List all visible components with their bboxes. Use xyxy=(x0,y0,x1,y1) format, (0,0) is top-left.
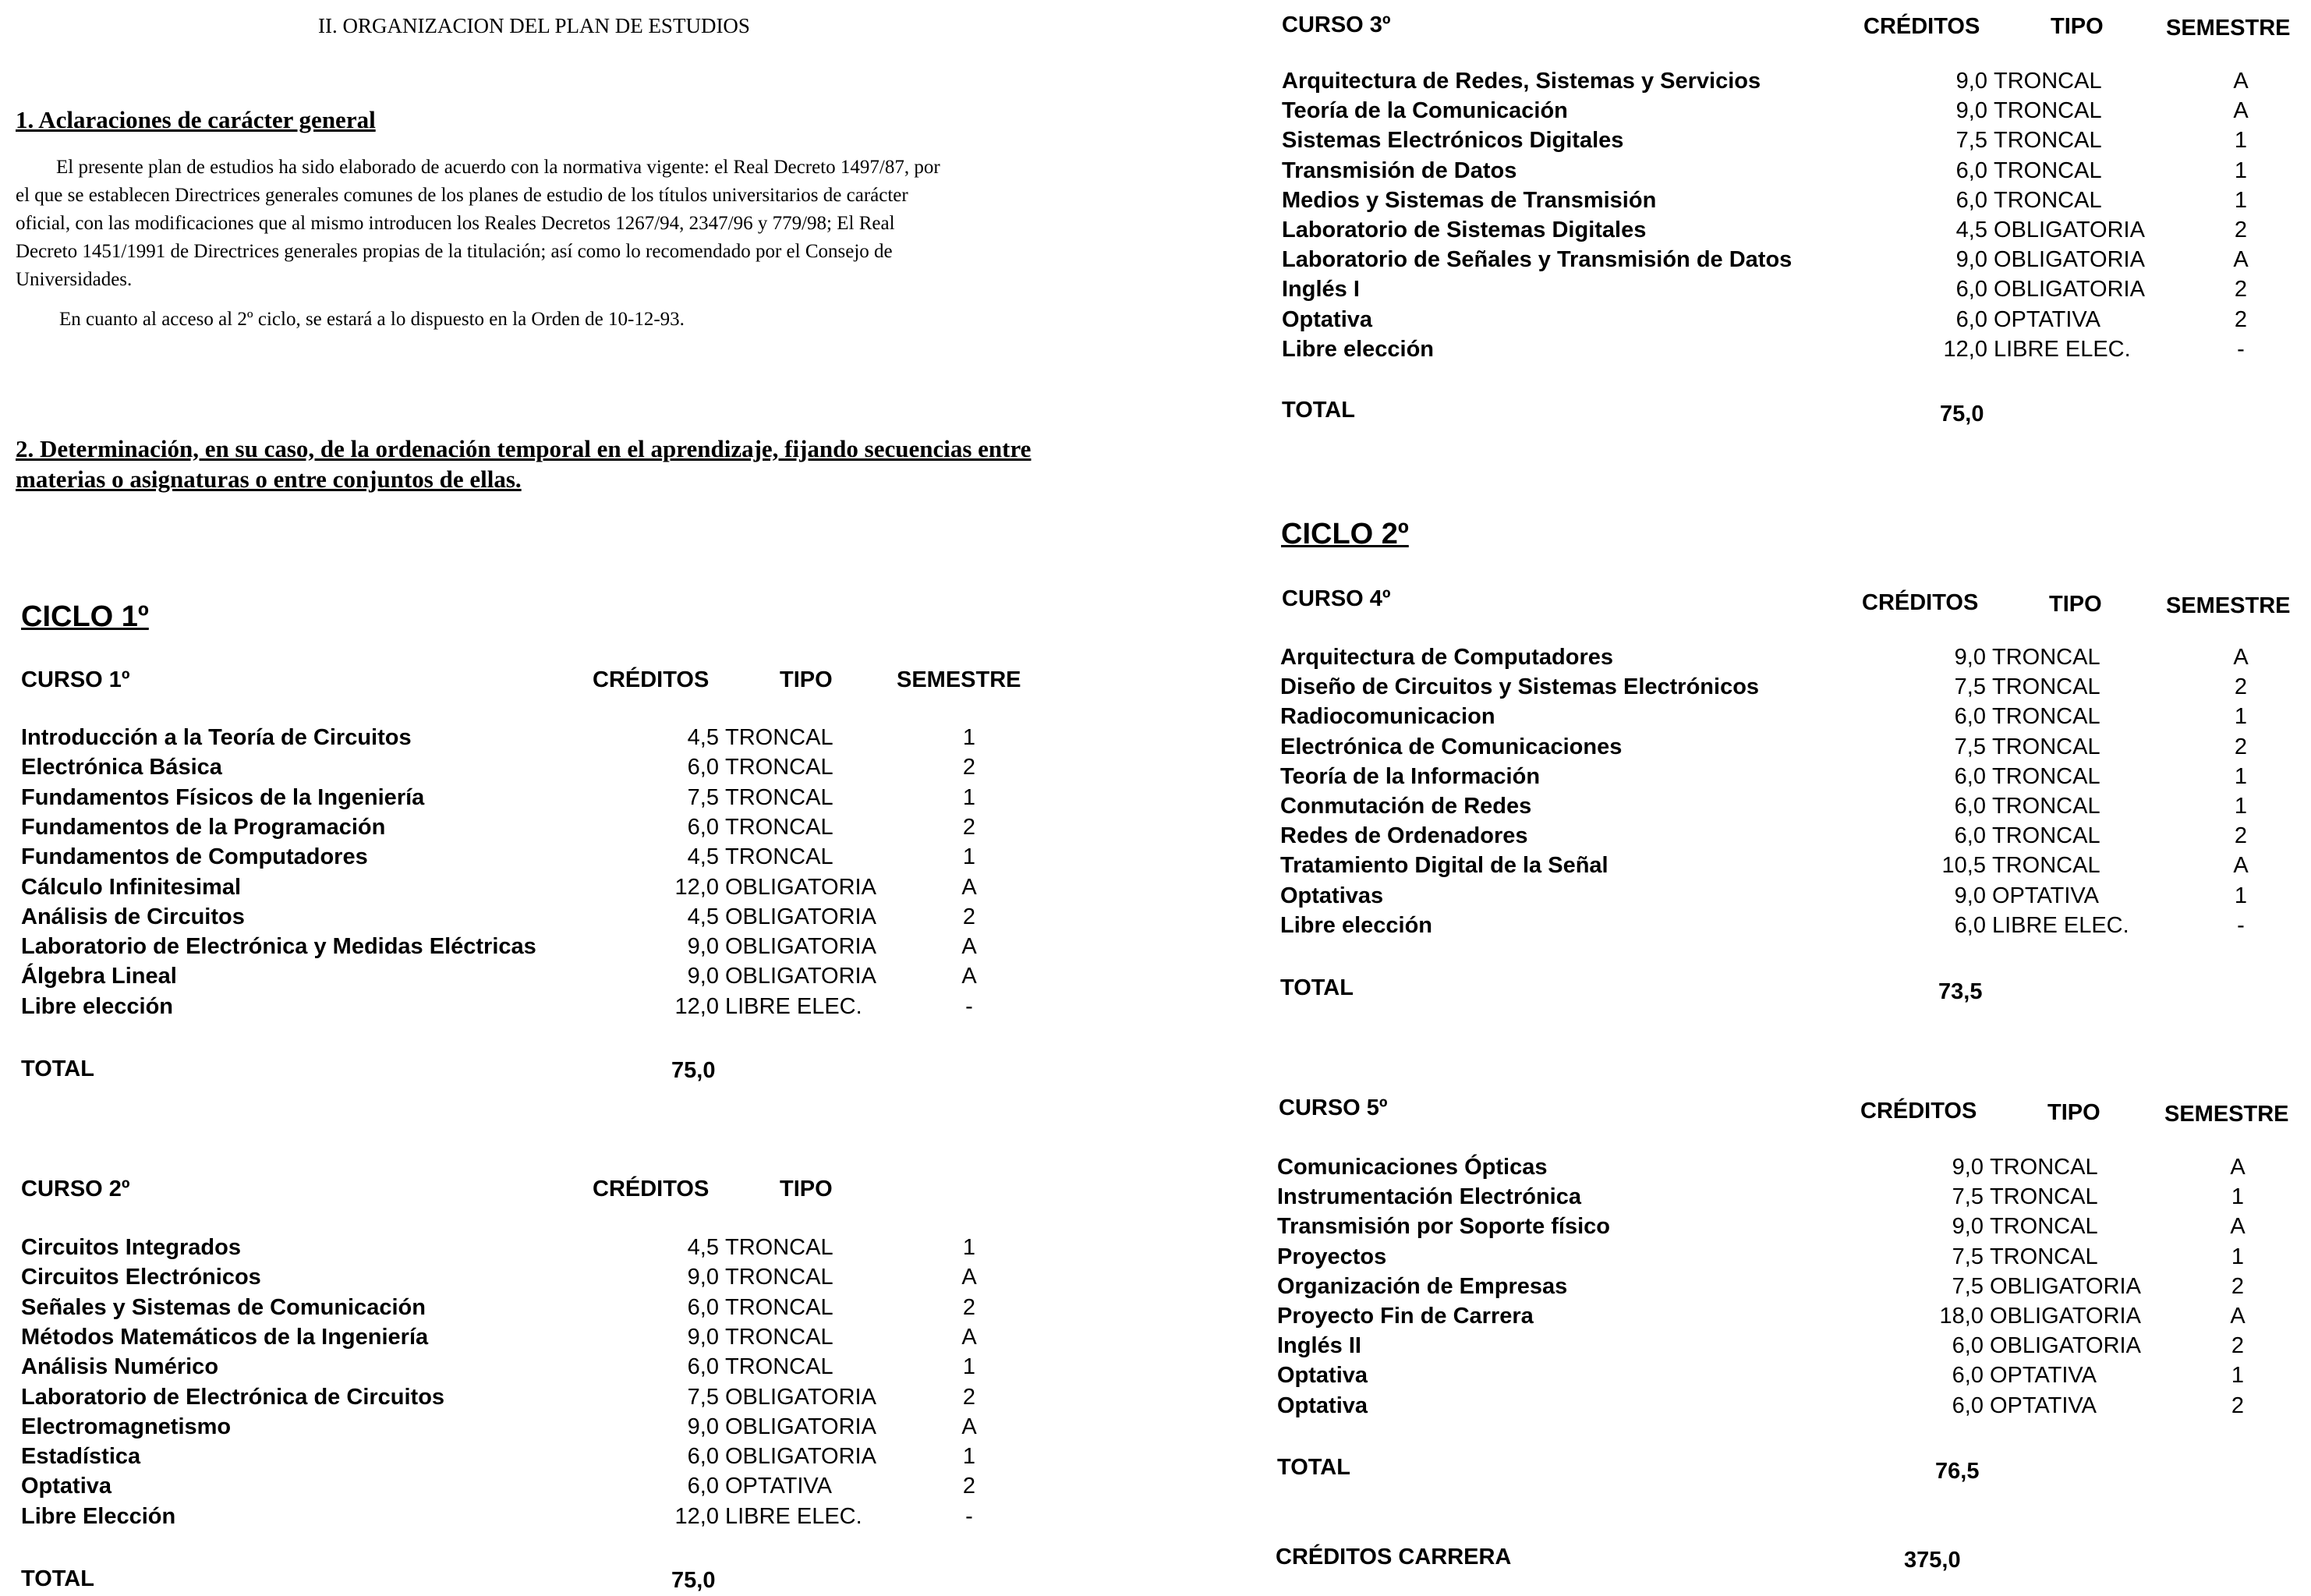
subject-type: TRONCAL xyxy=(1990,1184,2098,1210)
table-row xyxy=(21,904,1000,934)
subject-credits: 6,0 xyxy=(1954,794,1986,819)
subject-credits: 7,5 xyxy=(1952,1273,1984,1299)
subject-semester: 1 xyxy=(2234,794,2248,819)
subject-type: TRONCAL xyxy=(725,1294,833,1320)
subject-semester: A xyxy=(961,934,977,960)
subject-credits: 9,0 xyxy=(1955,98,1987,124)
subject-credits: 6,0 xyxy=(1952,1393,1984,1418)
subject-semester: A xyxy=(2230,1214,2246,1240)
table-row xyxy=(21,1295,1000,1325)
subject-semester: 2 xyxy=(2234,734,2248,759)
table-row xyxy=(1282,98,2272,128)
subject-name: Análisis Numérico xyxy=(21,1354,219,1380)
subject-name: Arquitectura de Computadores xyxy=(1280,645,1613,670)
subject-semester: 2 xyxy=(2234,674,2248,700)
subject-type: LIBRE ELEC. xyxy=(725,1503,862,1529)
table-row xyxy=(1280,883,2272,913)
subject-credits: 9,0 xyxy=(1952,1155,1984,1180)
subject-credits: 12,0 xyxy=(674,874,719,900)
tipo-header: TIPO xyxy=(2047,1100,2100,1125)
subject-semester: 2 xyxy=(2231,1393,2245,1418)
table-row xyxy=(1277,1155,2269,1184)
curso-4-title: CURSO 4º xyxy=(1282,586,1391,611)
subject-semester: 2 xyxy=(2234,306,2248,332)
subject-credits: 6,0 xyxy=(687,1354,719,1380)
subject-semester: A xyxy=(2233,247,2249,273)
table-row xyxy=(21,1265,1000,1294)
subject-semester: A xyxy=(961,1265,977,1290)
subject-name: Fundamentos de la Programación xyxy=(21,814,386,840)
subject-semester: 1 xyxy=(962,725,976,750)
subject-credits: 7,5 xyxy=(687,1384,719,1410)
subject-credits: 6,0 xyxy=(687,1474,719,1499)
paragraph-line: Decreto 1451/1991 de Directrices generales propias de la titulación; así como lo recomendado por el Consejo de xyxy=(16,241,893,262)
creditos-header: CRÉDITOS xyxy=(1863,14,1980,39)
table-row xyxy=(1280,764,2272,794)
subject-credits: 12,0 xyxy=(674,1503,719,1529)
subject-credits: 10,5 xyxy=(1941,853,1986,879)
subject-semester: A xyxy=(2230,1155,2246,1180)
subject-type: TRONCAL xyxy=(1994,187,2102,213)
subject-semester: A xyxy=(2233,645,2249,670)
subject-semester: 1 xyxy=(2231,1184,2245,1210)
subject-credits: 6,0 xyxy=(687,814,719,840)
creditos-header: CRÉDITOS xyxy=(593,667,710,692)
subject-semester: - xyxy=(965,993,973,1019)
subject-type: TRONCAL xyxy=(725,1235,833,1260)
total-label: TOTAL xyxy=(21,1056,94,1081)
table-row xyxy=(21,934,1000,964)
subject-name: Libre Elección xyxy=(21,1503,176,1529)
subject-type: LIBRE ELEC. xyxy=(725,993,862,1019)
subject-credits: 6,0 xyxy=(1955,157,1987,183)
subject-type: OBLIGATORIA xyxy=(725,1384,876,1410)
subject-semester: 1 xyxy=(962,1235,976,1260)
subject-type: TRONCAL xyxy=(725,1354,833,1380)
subject-type: OBLIGATORIA xyxy=(1994,277,2145,303)
subject-semester: 1 xyxy=(2234,763,2248,789)
subject-credits: 7,5 xyxy=(687,784,719,810)
subject-type: TRONCAL xyxy=(1990,1244,2098,1269)
subject-name: Optativa xyxy=(1282,306,1373,332)
subject-type: TRONCAL xyxy=(725,844,833,870)
subject-name: Circuitos Integrados xyxy=(21,1235,241,1260)
subject-name: Libre elección xyxy=(1282,336,1435,362)
subject-semester: 1 xyxy=(2234,157,2248,183)
subject-credits: 6,0 xyxy=(1955,277,1987,303)
table-row xyxy=(21,964,1000,993)
ciclo-2-title: CICLO 2º xyxy=(1281,518,1409,550)
subject-name: Libre elección xyxy=(21,993,174,1019)
subject-name: Estadística xyxy=(21,1444,141,1470)
subject-semester: A xyxy=(961,1324,977,1350)
subject-name: Medios y Sistemas de Transmisión xyxy=(1282,187,1657,213)
subject-semester: 1 xyxy=(2231,1363,2245,1389)
subject-type: LIBRE ELEC. xyxy=(1992,912,2129,938)
table-row xyxy=(1277,1214,2269,1244)
paragraph-acceso: En cuanto al acceso al 2º ciclo, se estará a lo dispuesto en la Orden de 10-12-93. xyxy=(59,309,685,330)
subject-name: Transmisión de Datos xyxy=(1282,157,1517,183)
curso-5-total: 76,5 xyxy=(1935,1459,1980,1484)
subject-name: Laboratorio de Electrónica y Medidas Eléctricas xyxy=(21,934,536,960)
subject-name: Álgebra Lineal xyxy=(21,964,177,989)
heading-determinacion-1: 2. Determinación, en su caso, de la ordenación temporal en el aprendizaje, fijando secuencias entre xyxy=(16,435,1032,462)
subject-name: Sistemas Electrónicos Digitales xyxy=(1282,128,1624,154)
creditos-header: CRÉDITOS xyxy=(593,1177,710,1201)
tipo-header: TIPO xyxy=(2051,14,2104,39)
table-row xyxy=(1282,188,2272,218)
subject-credits: 6,0 xyxy=(1954,823,1986,849)
subject-type: TRONCAL xyxy=(725,755,833,780)
subject-semester: - xyxy=(2237,336,2245,362)
subject-name: Laboratorio de Sistemas Digitales xyxy=(1282,218,1647,242)
curso-5-title: CURSO 5º xyxy=(1279,1095,1388,1120)
subject-credits: 9,0 xyxy=(1954,645,1986,670)
table-row xyxy=(21,1235,1000,1265)
creditos-header: CRÉDITOS xyxy=(1860,1099,1977,1124)
table-row xyxy=(21,1325,1000,1354)
total-label: TOTAL xyxy=(1280,975,1354,1000)
subject-name: Arquitectura de Redes, Sistemas y Servicios xyxy=(1282,69,1761,94)
subject-credits: 6,0 xyxy=(1952,1333,1984,1359)
subject-type: TRONCAL xyxy=(1992,734,2100,759)
subject-name: Comunicaciones Ópticas xyxy=(1277,1155,1548,1180)
subject-semester: 2 xyxy=(962,814,976,840)
subject-type: OBLIGATORIA xyxy=(1990,1273,2141,1299)
subject-type: OBLIGATORIA xyxy=(725,904,876,929)
table-row xyxy=(1277,1393,2269,1423)
subject-name: Electromagnetismo xyxy=(21,1414,232,1439)
table-row xyxy=(21,1354,1000,1384)
subject-name: Diseño de Circuitos y Sistemas Electrónicos xyxy=(1280,674,1760,700)
table-row xyxy=(1280,794,2272,823)
subject-type: TRONCAL xyxy=(1992,853,2100,879)
subject-semester: A xyxy=(2233,69,2249,94)
subject-credits: 9,0 xyxy=(687,934,719,960)
subject-credits: 6,0 xyxy=(687,1444,719,1470)
subject-semester: 1 xyxy=(962,1444,976,1470)
subject-semester: A xyxy=(961,874,977,900)
curso-3-total: 75,0 xyxy=(1940,402,1984,426)
table-row xyxy=(1277,1363,2269,1393)
subject-type: OBLIGATORIA xyxy=(725,1414,876,1439)
subject-name: Electrónica de Comunicaciones xyxy=(1280,734,1623,759)
section-title: II. ORGANIZACION DEL PLAN DE ESTUDIOS xyxy=(318,14,750,37)
subject-type: OBLIGATORIA xyxy=(1994,247,2145,273)
subject-name: Teoría de la Comunicación xyxy=(1282,98,1568,124)
table-row xyxy=(1282,337,2272,366)
subject-name: Laboratorio de Señales y Transmisión de Datos xyxy=(1282,247,1793,273)
subject-credits: 9,0 xyxy=(687,1414,719,1439)
subject-credits: 9,0 xyxy=(1952,1214,1984,1240)
subject-semester: 2 xyxy=(962,755,976,780)
subject-credits: 9,0 xyxy=(687,1324,719,1350)
subject-credits: 9,0 xyxy=(1954,883,1986,908)
subject-name: Análisis de Circuitos xyxy=(21,904,245,929)
creditos-header: CRÉDITOS xyxy=(1862,590,1979,615)
paragraph-line: el que se establecen Directrices generales comunes de los planes de estudio de los títulos universitarios de carácter xyxy=(16,185,908,206)
subject-credits: 7,5 xyxy=(1955,128,1987,154)
subject-credits: 6,0 xyxy=(1955,306,1987,332)
table-row xyxy=(1280,734,2272,764)
table-row xyxy=(21,1504,1000,1534)
subject-name: Transmisión por Soporte físico xyxy=(1277,1214,1611,1240)
total-label: TOTAL xyxy=(1277,1455,1350,1480)
ciclo-1-title: CICLO 1º xyxy=(21,600,149,633)
subject-credits: 4,5 xyxy=(1955,218,1987,242)
subject-semester: - xyxy=(965,1503,973,1529)
subject-type: OPTATIVA xyxy=(1990,1393,2097,1418)
subject-type: OBLIGATORIA xyxy=(725,964,876,989)
subject-credits: 9,0 xyxy=(687,1265,719,1290)
subject-credits: 12,0 xyxy=(1943,336,1987,362)
curso-1-title: CURSO 1º xyxy=(21,667,130,692)
subject-semester: 2 xyxy=(2231,1333,2245,1359)
table-row xyxy=(1277,1304,2269,1333)
subject-type: TRONCAL xyxy=(725,1324,833,1350)
subject-credits: 4,5 xyxy=(687,725,719,750)
subject-type: OPTATIVA xyxy=(1990,1363,2097,1389)
subject-credits: 12,0 xyxy=(674,993,719,1019)
subject-name: Proyecto Fin de Carrera xyxy=(1277,1304,1534,1329)
subject-semester: 1 xyxy=(962,844,976,870)
paragraph-line: El presente plan de estudios ha sido elaborado de acuerdo con la normativa vigente: el Real Decreto 1497/87, por xyxy=(56,157,940,178)
subject-type: TRONCAL xyxy=(725,725,833,750)
table-row xyxy=(1280,674,2272,704)
curso-1-total: 75,0 xyxy=(671,1058,716,1083)
table-row xyxy=(1282,247,2272,277)
subject-type: TRONCAL xyxy=(1992,823,2100,849)
curso-2-title: CURSO 2º xyxy=(21,1177,130,1201)
subject-name: Señales y Sistemas de Comunicación xyxy=(21,1294,426,1320)
subject-semester: 1 xyxy=(962,784,976,810)
curso-3-title: CURSO 3º xyxy=(1282,12,1391,37)
table-row xyxy=(1282,69,2272,98)
subject-name: Métodos Matemáticos de la Ingeniería xyxy=(21,1324,429,1350)
table-row xyxy=(21,755,1000,784)
subject-semester: 1 xyxy=(962,1354,976,1380)
table-row xyxy=(1277,1184,2269,1214)
heading-determinacion-2: materias o asignaturas o entre conjuntos de ellas. xyxy=(16,465,522,493)
subject-credits: 6,0 xyxy=(687,1294,719,1320)
subject-credits: 6,0 xyxy=(1954,912,1986,938)
table-row xyxy=(21,844,1000,874)
subject-name: Fundamentos de Computadores xyxy=(21,844,368,870)
table-row xyxy=(1280,704,2272,734)
subject-credits: 6,0 xyxy=(1955,187,1987,213)
subject-type: TRONCAL xyxy=(1990,1214,2098,1240)
subject-name: Fundamentos Físicos de la Ingeniería xyxy=(21,784,425,810)
table-row xyxy=(21,815,1000,844)
subject-semester: 1 xyxy=(2234,883,2248,908)
subject-semester: 1 xyxy=(2231,1244,2245,1269)
subject-type: TRONCAL xyxy=(1992,674,2100,700)
table-row xyxy=(21,725,1000,755)
table-row xyxy=(1277,1274,2269,1304)
subject-type: OBLIGATORIA xyxy=(1994,218,2145,242)
subject-name: Proyectos xyxy=(1277,1244,1387,1269)
subject-name: Organización de Empresas xyxy=(1277,1273,1568,1299)
subject-semester: 1 xyxy=(2234,704,2248,730)
table-row xyxy=(21,1474,1000,1503)
subject-semester: A xyxy=(2233,853,2249,879)
subject-credits: 9,0 xyxy=(1955,69,1987,94)
subject-type: OBLIGATORIA xyxy=(725,874,876,900)
subject-name: Instrumentación Electrónica xyxy=(1277,1184,1581,1210)
subject-type: TRONCAL xyxy=(725,1265,833,1290)
subject-name: Radiocomunicacion xyxy=(1280,704,1495,730)
semestre-header: SEMESTRE xyxy=(2166,593,2291,618)
subject-type: OBLIGATORIA xyxy=(725,934,876,960)
subject-semester: 1 xyxy=(2234,128,2248,154)
subject-name: Libre elección xyxy=(1280,912,1433,938)
curso-4-total: 73,5 xyxy=(1938,979,1983,1004)
subject-semester: 2 xyxy=(962,1294,976,1320)
subject-name: Teoría de la Información xyxy=(1280,763,1541,789)
table-row xyxy=(1282,158,2272,188)
paragraph-line: Universidades. xyxy=(16,269,133,290)
subject-type: TRONCAL xyxy=(725,784,833,810)
subject-credits: 4,5 xyxy=(687,904,719,929)
paragraph-normativa xyxy=(16,154,1138,294)
table-row xyxy=(1277,1333,2269,1363)
table-row xyxy=(1280,853,2272,883)
table-row xyxy=(21,994,1000,1024)
subject-name: Electrónica Básica xyxy=(21,755,222,780)
tipo-header: TIPO xyxy=(780,1177,833,1201)
subject-type: TRONCAL xyxy=(1992,704,2100,730)
subject-name: Inglés II xyxy=(1277,1333,1361,1359)
semestre-header: SEMESTRE xyxy=(897,667,1021,692)
subject-semester: 2 xyxy=(962,1474,976,1499)
subject-type: OBLIGATORIA xyxy=(1990,1304,2141,1329)
subject-name: Optativas xyxy=(1280,883,1384,908)
subject-semester: A xyxy=(961,964,977,989)
paragraph-line: oficial, con las modificaciones que al mismo introducen los Reales Decretos 1267/94, 2347/96 y 779/98; El Real xyxy=(16,213,895,234)
table-row xyxy=(21,1444,1000,1474)
subject-name: Laboratorio de Electrónica de Circuitos xyxy=(21,1384,445,1410)
subject-semester: 1 xyxy=(2234,187,2248,213)
table-row xyxy=(1277,1244,2269,1274)
subject-type: OBLIGATORIA xyxy=(1990,1333,2141,1359)
subject-credits: 4,5 xyxy=(687,1235,719,1260)
subject-semester: 2 xyxy=(962,904,976,929)
subject-credits: 6,0 xyxy=(687,755,719,780)
subject-semester: 2 xyxy=(2234,277,2248,303)
subject-credits: 7,5 xyxy=(1954,674,1986,700)
subject-semester: 2 xyxy=(2231,1273,2245,1299)
subject-type: OBLIGATORIA xyxy=(725,1444,876,1470)
tipo-header: TIPO xyxy=(780,667,833,692)
table-row xyxy=(1280,913,2272,943)
subject-type: TRONCAL xyxy=(1992,645,2100,670)
heading-aclaraciones: 1. Aclaraciones de carácter general xyxy=(16,106,376,133)
subject-credits: 7,5 xyxy=(1954,734,1986,759)
curso-2-total: 75,0 xyxy=(671,1568,716,1593)
subject-name: Introducción a la Teoría de Circuitos xyxy=(21,725,412,750)
subject-credits: 18,0 xyxy=(1939,1304,1984,1329)
subject-name: Cálculo Infinitesimal xyxy=(21,874,241,900)
table-row xyxy=(1280,823,2272,853)
subject-type: TRONCAL xyxy=(1994,157,2102,183)
subject-type: LIBRE ELEC. xyxy=(1994,336,2131,362)
subject-name: Circuitos Electrónicos xyxy=(21,1265,261,1290)
table-row xyxy=(21,1414,1000,1444)
table-row xyxy=(21,875,1000,904)
semestre-header: SEMESTRE xyxy=(2164,1102,2289,1127)
subject-name: Conmutación de Redes xyxy=(1280,794,1532,819)
subject-type: OPTATIVA xyxy=(725,1474,832,1499)
subject-semester: - xyxy=(2237,912,2245,938)
table-row xyxy=(21,1385,1000,1414)
tipo-header: TIPO xyxy=(2049,592,2102,617)
subject-credits: 7,5 xyxy=(1952,1184,1984,1210)
creditos-carrera-label: CRÉDITOS CARRERA xyxy=(1276,1545,1512,1569)
subject-semester: A xyxy=(2230,1304,2246,1329)
subject-type: TRONCAL xyxy=(1990,1155,2098,1180)
table-row xyxy=(21,785,1000,815)
subject-name: Redes de Ordenadores xyxy=(1280,823,1528,849)
subject-semester: 2 xyxy=(962,1384,976,1410)
subject-type: TRONCAL xyxy=(1992,794,2100,819)
total-label: TOTAL xyxy=(21,1566,94,1591)
total-label: TOTAL xyxy=(1282,398,1355,423)
semestre-header: SEMESTRE xyxy=(2166,16,2291,41)
subject-type: TRONCAL xyxy=(1994,69,2102,94)
subject-semester: 2 xyxy=(2234,823,2248,849)
subject-name: Tratamiento Digital de la Señal xyxy=(1280,853,1608,879)
subject-credits: 9,0 xyxy=(687,964,719,989)
subject-credits: 7,5 xyxy=(1952,1244,1984,1269)
subject-name: Inglés I xyxy=(1282,277,1360,303)
subject-semester: 2 xyxy=(2234,218,2248,242)
table-row xyxy=(1282,277,2272,306)
subject-semester: A xyxy=(961,1414,977,1439)
subject-type: TRONCAL xyxy=(1994,98,2102,124)
subject-type: TRONCAL xyxy=(1994,128,2102,154)
subject-credits: 9,0 xyxy=(1955,247,1987,273)
subject-credits: 6,0 xyxy=(1952,1363,1984,1389)
subject-semester: A xyxy=(2233,98,2249,124)
creditos-carrera-value: 375,0 xyxy=(1904,1548,1961,1573)
subject-type: TRONCAL xyxy=(725,814,833,840)
table-row xyxy=(1282,218,2272,247)
table-row xyxy=(1282,307,2272,337)
subject-credits: 6,0 xyxy=(1954,704,1986,730)
subject-name: Optativa xyxy=(1277,1363,1368,1389)
table-row xyxy=(1280,645,2272,674)
subject-name: Optativa xyxy=(21,1474,112,1499)
subject-type: OPTATIVA xyxy=(1992,883,2099,908)
subject-type: TRONCAL xyxy=(1992,763,2100,789)
subject-name: Optativa xyxy=(1277,1393,1368,1418)
subject-type: OPTATIVA xyxy=(1994,306,2100,332)
subject-credits: 6,0 xyxy=(1954,763,1986,789)
subject-credits: 4,5 xyxy=(687,844,719,870)
table-row xyxy=(1282,128,2272,157)
